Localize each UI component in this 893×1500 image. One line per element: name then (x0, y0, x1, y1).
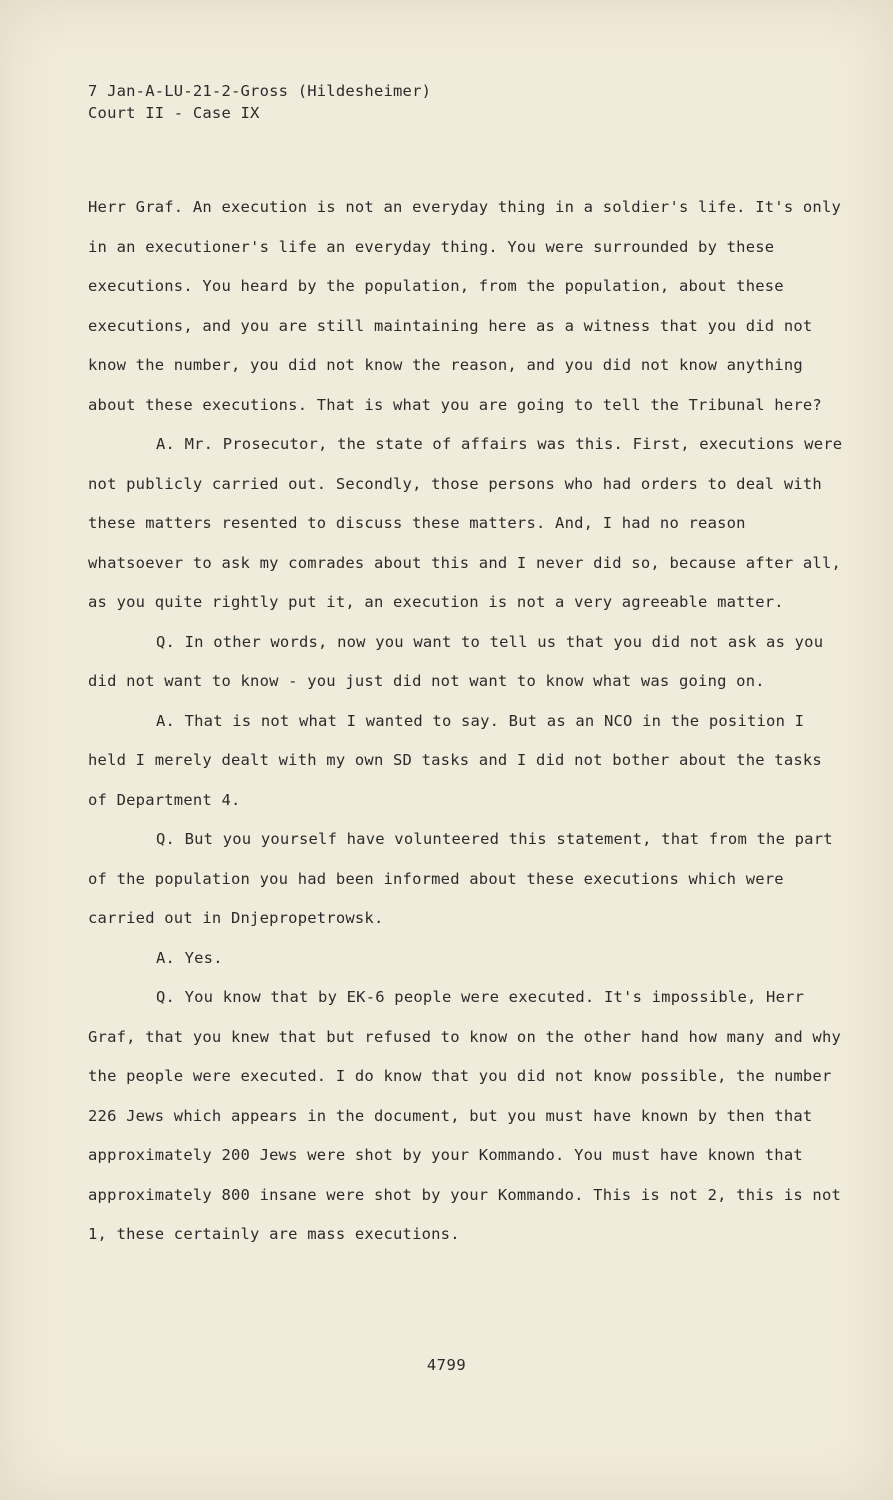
paragraph-question: Q. You know that by EK-6 people were executed. It's impossible, Herr Graf, that you knew that but refused to know on the other hand how many and why the people were executed. I do know that you did not know possible, the number 226 Jews which appears in the document, but you must have known by then that approximately 200 Jews were shot by your Kommando. You must have known that approximately 800 insane were shot by your Kommando. This is not 2, this is not 1, these certainly are mass executions. (88, 988, 842, 1243)
header-reference: 7 Jan-A-LU-21-2-Gross (Hildesheimer) (88, 82, 432, 100)
paragraph-answer: A. Mr. Prosecutor, the state of affairs was this. First, executions were not publicly carried out. Secondly, those persons who had orders to deal with these matters resented to discuss these matters. And, I had no reason whatsoever to ask my comrades about this and I never did so, because after all, as you quite rightly put it, an execution is not a very agreeable matter. (88, 435, 843, 611)
paragraph-question: Q. But you yourself have volunteered this statement, that from the part of the population you had been informed about these executions which were carried out in Dnjepropetrowsk. (88, 830, 833, 927)
paragraph-question: Q. In other words, now you want to tell us that you did not ask as you did not want to know - you just did not want to know what was going on. (88, 632, 824, 690)
page-number: 4799 (426, 1356, 467, 1374)
paragraph-answer: A. That is not what I wanted to say. But as an NCO in the position I held I merely dealt with my own SD tasks and I did not bother about the tasks of Department 4. (88, 711, 822, 809)
transcript-body (88, 188, 848, 1255)
paragraph-prosecutor-question: Herr Graf. An execution is not an everyday thing in a soldier's life. It's only in an executioner's life an everyday thing. You were surrounded by these executions. You heard by the population, from the population, about these executions, and you are still maintaining here as a witness that you did not know the number, you did not know the reason, and you did not know anything about these executions. That is what you are going to tell the Tribunal here? (88, 198, 842, 414)
document-header (88, 80, 431, 124)
paragraph-answer: A. Yes. (156, 948, 223, 967)
header-court-case: Court II - Case IX (88, 104, 260, 122)
